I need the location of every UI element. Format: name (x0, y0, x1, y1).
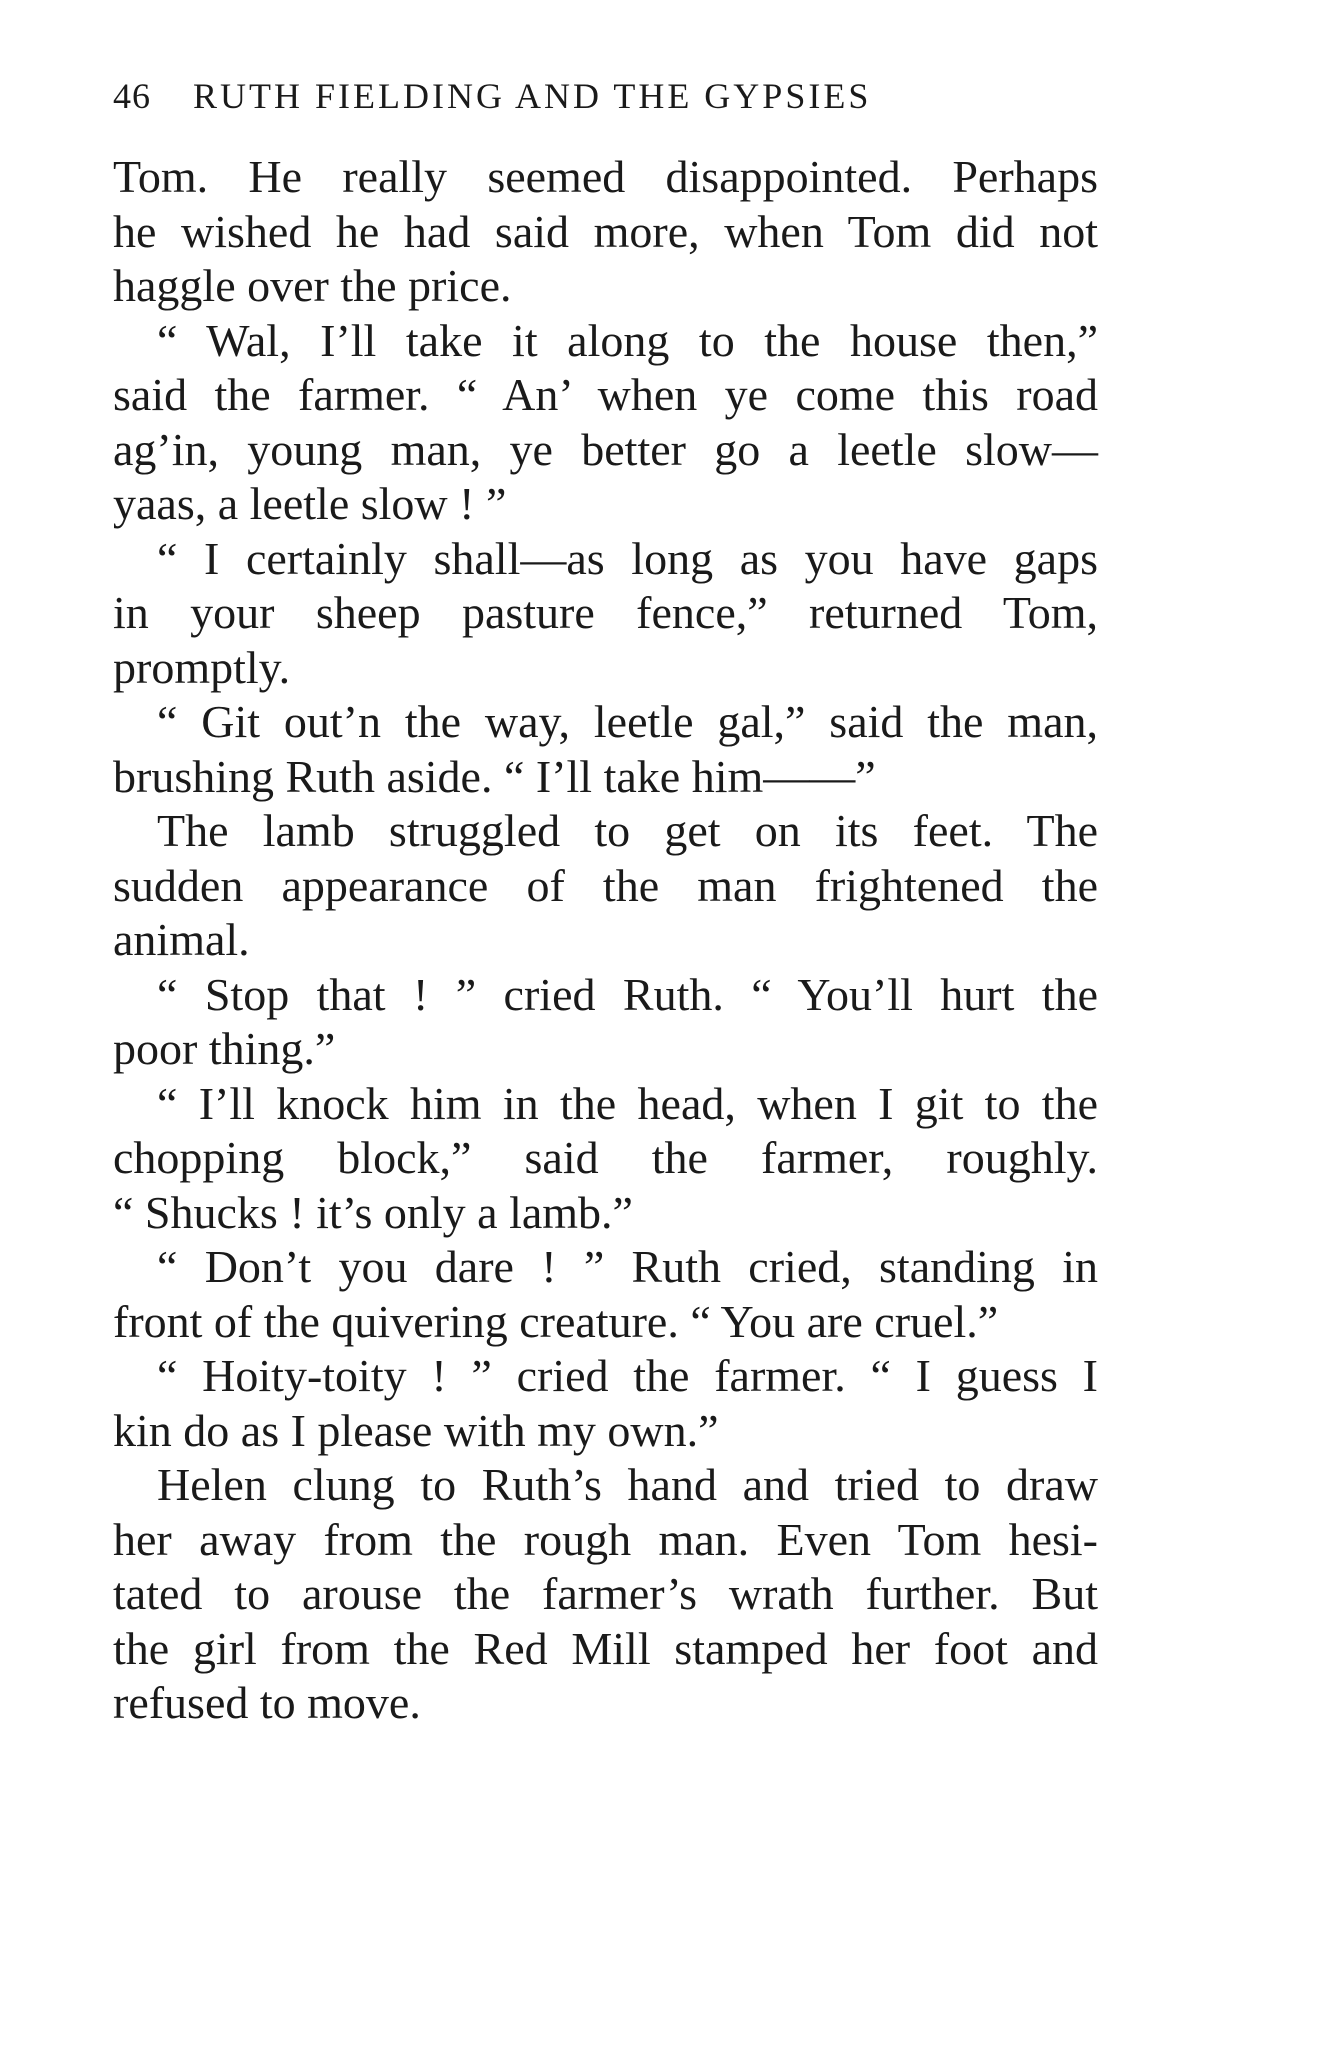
text-line: said the farmer. “ An’ when ye come this road (113, 369, 1098, 420)
text-line: promptly. (113, 641, 291, 693)
text-line: sudden appearance of the man frightened the (113, 859, 1098, 911)
running-head (113, 68, 1098, 124)
text-line: poor thing.” (113, 1023, 336, 1074)
text-line: Helen clung to Ruth’s hand and tried to draw (157, 1459, 1098, 1510)
text-line: “ Wal, I’ll take it along to the house then,” (157, 314, 1098, 366)
text-line: chopping block,” said the farmer, roughly. (113, 1132, 1098, 1183)
text-line: ag’in, young man, ye better go a leetle slow— (113, 423, 1098, 475)
body-text (113, 150, 1098, 1731)
text-line: “ Don’t you dare ! ” Ruth cried, standing in (157, 1241, 1098, 1292)
text-line: he wished he had said more, when Tom did not (113, 205, 1098, 257)
text-line: “ I’ll knock him in the head, when I git to the (157, 1077, 1098, 1129)
text-line: front of the quivering creature. “ You are cruel.” (113, 1295, 999, 1347)
text-line: in your sheep pasture fence,” returned Tom, (113, 587, 1098, 638)
text-line: her away from the rough man. Even Tom hesi- (113, 1513, 1098, 1565)
text-line: kin do as I please with my own.” (113, 1404, 719, 1456)
text-line: haggle over the price. (113, 260, 512, 311)
text-line: Tom. He really seemed disappointed. Perhaps (113, 151, 1098, 202)
text-line: “ Stop that ! ” cried Ruth. “ You’ll hurt the (157, 968, 1098, 1020)
text-line: tated to arouse the farmer’s wrath further. But (113, 1568, 1098, 1619)
text-line: brushing Ruth aside. “ I’ll take him——” (113, 750, 876, 802)
text-line: “ I certainly shall—as long as you have gaps (157, 532, 1098, 584)
page-number: 46 (113, 76, 151, 116)
text-line: refused to move. (113, 1677, 421, 1728)
text-line: “ Git out’n the way, leetle gal,” said the man, (157, 696, 1098, 747)
text-line: “ Shucks ! it’s only a lamb.” (113, 1186, 633, 1238)
text-line: yaas, a leetle slow ! ” (113, 478, 507, 529)
text-line: animal. (113, 914, 250, 965)
text-line: The lamb struggled to get on its feet. The (157, 805, 1098, 856)
text-line: the girl from the Red Mill stamped her foot and (113, 1622, 1098, 1674)
text-line: “ Hoity-toity ! ” cried the farmer. “ I guess I (157, 1350, 1098, 1401)
running-title: RUTH FIELDING AND THE GYPSIES (193, 76, 872, 116)
